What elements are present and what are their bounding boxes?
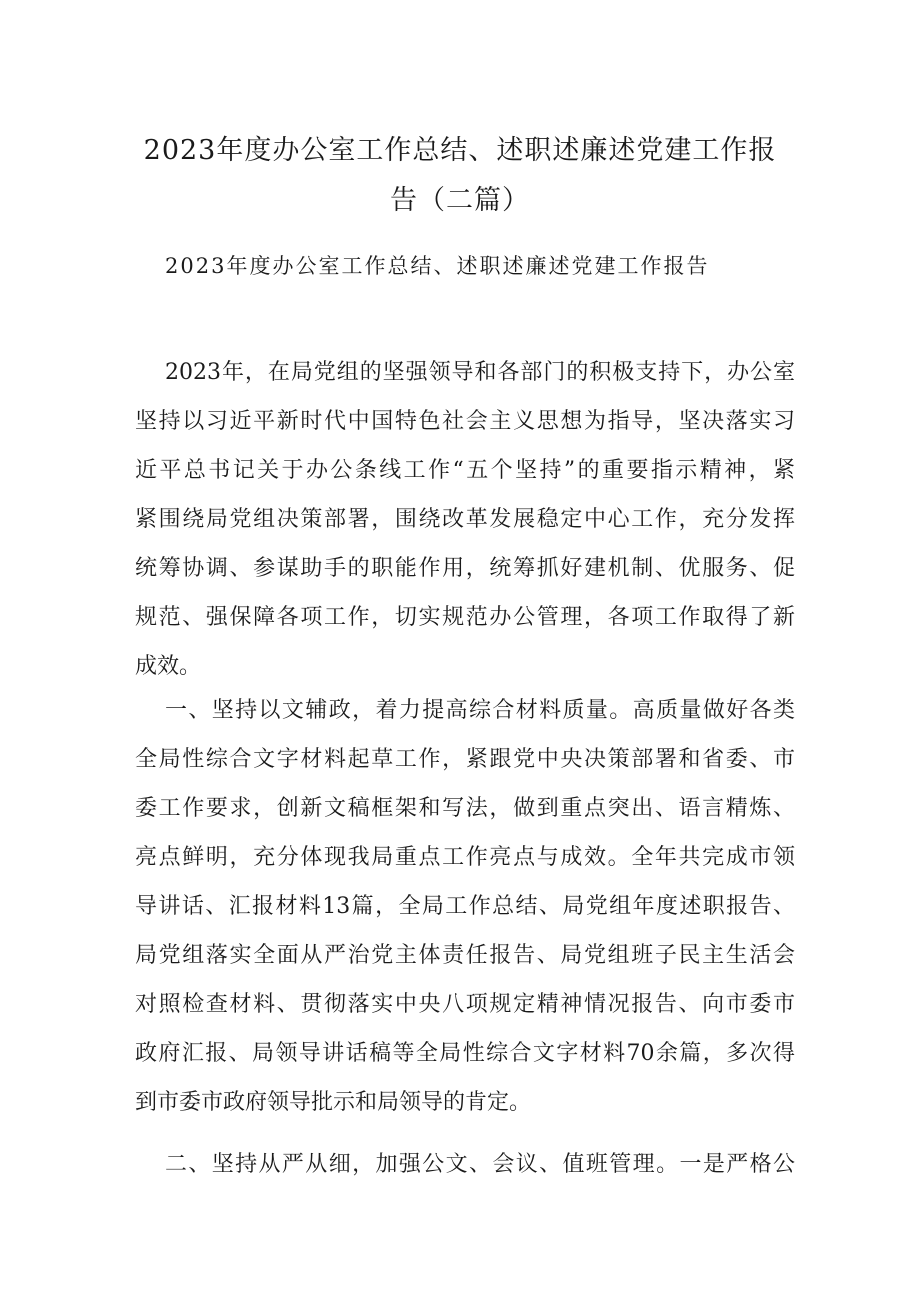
paragraph-line: 近平总书记关于办公条线工作“五个坚持”的重要指示精神，紧 [135, 458, 795, 483]
paragraph-line: 对照检查材料、贯彻落实中央八项规定精神情况报告、向市委市 [135, 992, 795, 1017]
document-subtitle: 2023年度办公室工作总结、述职述廉述党建工作报告 [165, 254, 710, 278]
paragraph-line: 到市委市政府领导批示和局领导的肯定。 [135, 1090, 532, 1115]
paragraph-line: 一、坚持以文辅政，着力提高综合材料质量。高质量做好各类 [165, 698, 795, 723]
paragraph-line: 二、坚持从严从细，加强公文、会议、值班管理。一是严格公 [165, 1152, 795, 1177]
paragraph-line: 政府汇报、局领导讲话稿等全局性综合文字材料70余篇，多次得 [135, 1041, 795, 1066]
paragraph-line: 紧围绕局党组决策部署，围绕改革发展稳定中心工作，充分发挥 [135, 507, 795, 532]
document-title-line-1: 2023年度办公室工作总结、述职述廉述党建工作报 [143, 135, 777, 166]
paragraph-line: 2023年，在局党组的坚强领导和各部门的积极支持下，办公室 [165, 360, 795, 385]
paragraph-line: 坚持以习近平新时代中国特色社会主义思想为指导，坚决落实习 [135, 409, 795, 434]
paragraph-line: 局党组落实全面从严治党主体责任报告、局党组班子民主生活会 [135, 943, 795, 968]
paragraph-line: 规范、强保障各项工作，切实规范办公管理，各项工作取得了新 [135, 605, 795, 630]
paragraph-line: 亮点鲜明，充分体现我局重点工作亮点与成效。全年共完成市领 [135, 845, 795, 870]
paragraph-2 [135, 686, 795, 1127]
paragraph-line: 全局性综合文字材料起草工作，紧跟党中央决策部署和省委、市 [135, 747, 795, 772]
paragraph-line: 委工作要求，创新文稿框架和写法，做到重点突出、语言精炼、 [135, 796, 795, 821]
paragraph-1 [135, 348, 795, 691]
paragraph-line: 成效。 [135, 654, 202, 679]
document-title-line-2: 告（二篇） [390, 185, 530, 216]
paragraph-line: 导讲话、汇报材料13篇，全局工作总结、局党组年度述职报告、 [135, 894, 795, 919]
paragraph-3 [135, 1140, 795, 1189]
paragraph-line: 统筹协调、参谋助手的职能作用，统筹抓好建机制、优服务、促 [135, 556, 795, 581]
